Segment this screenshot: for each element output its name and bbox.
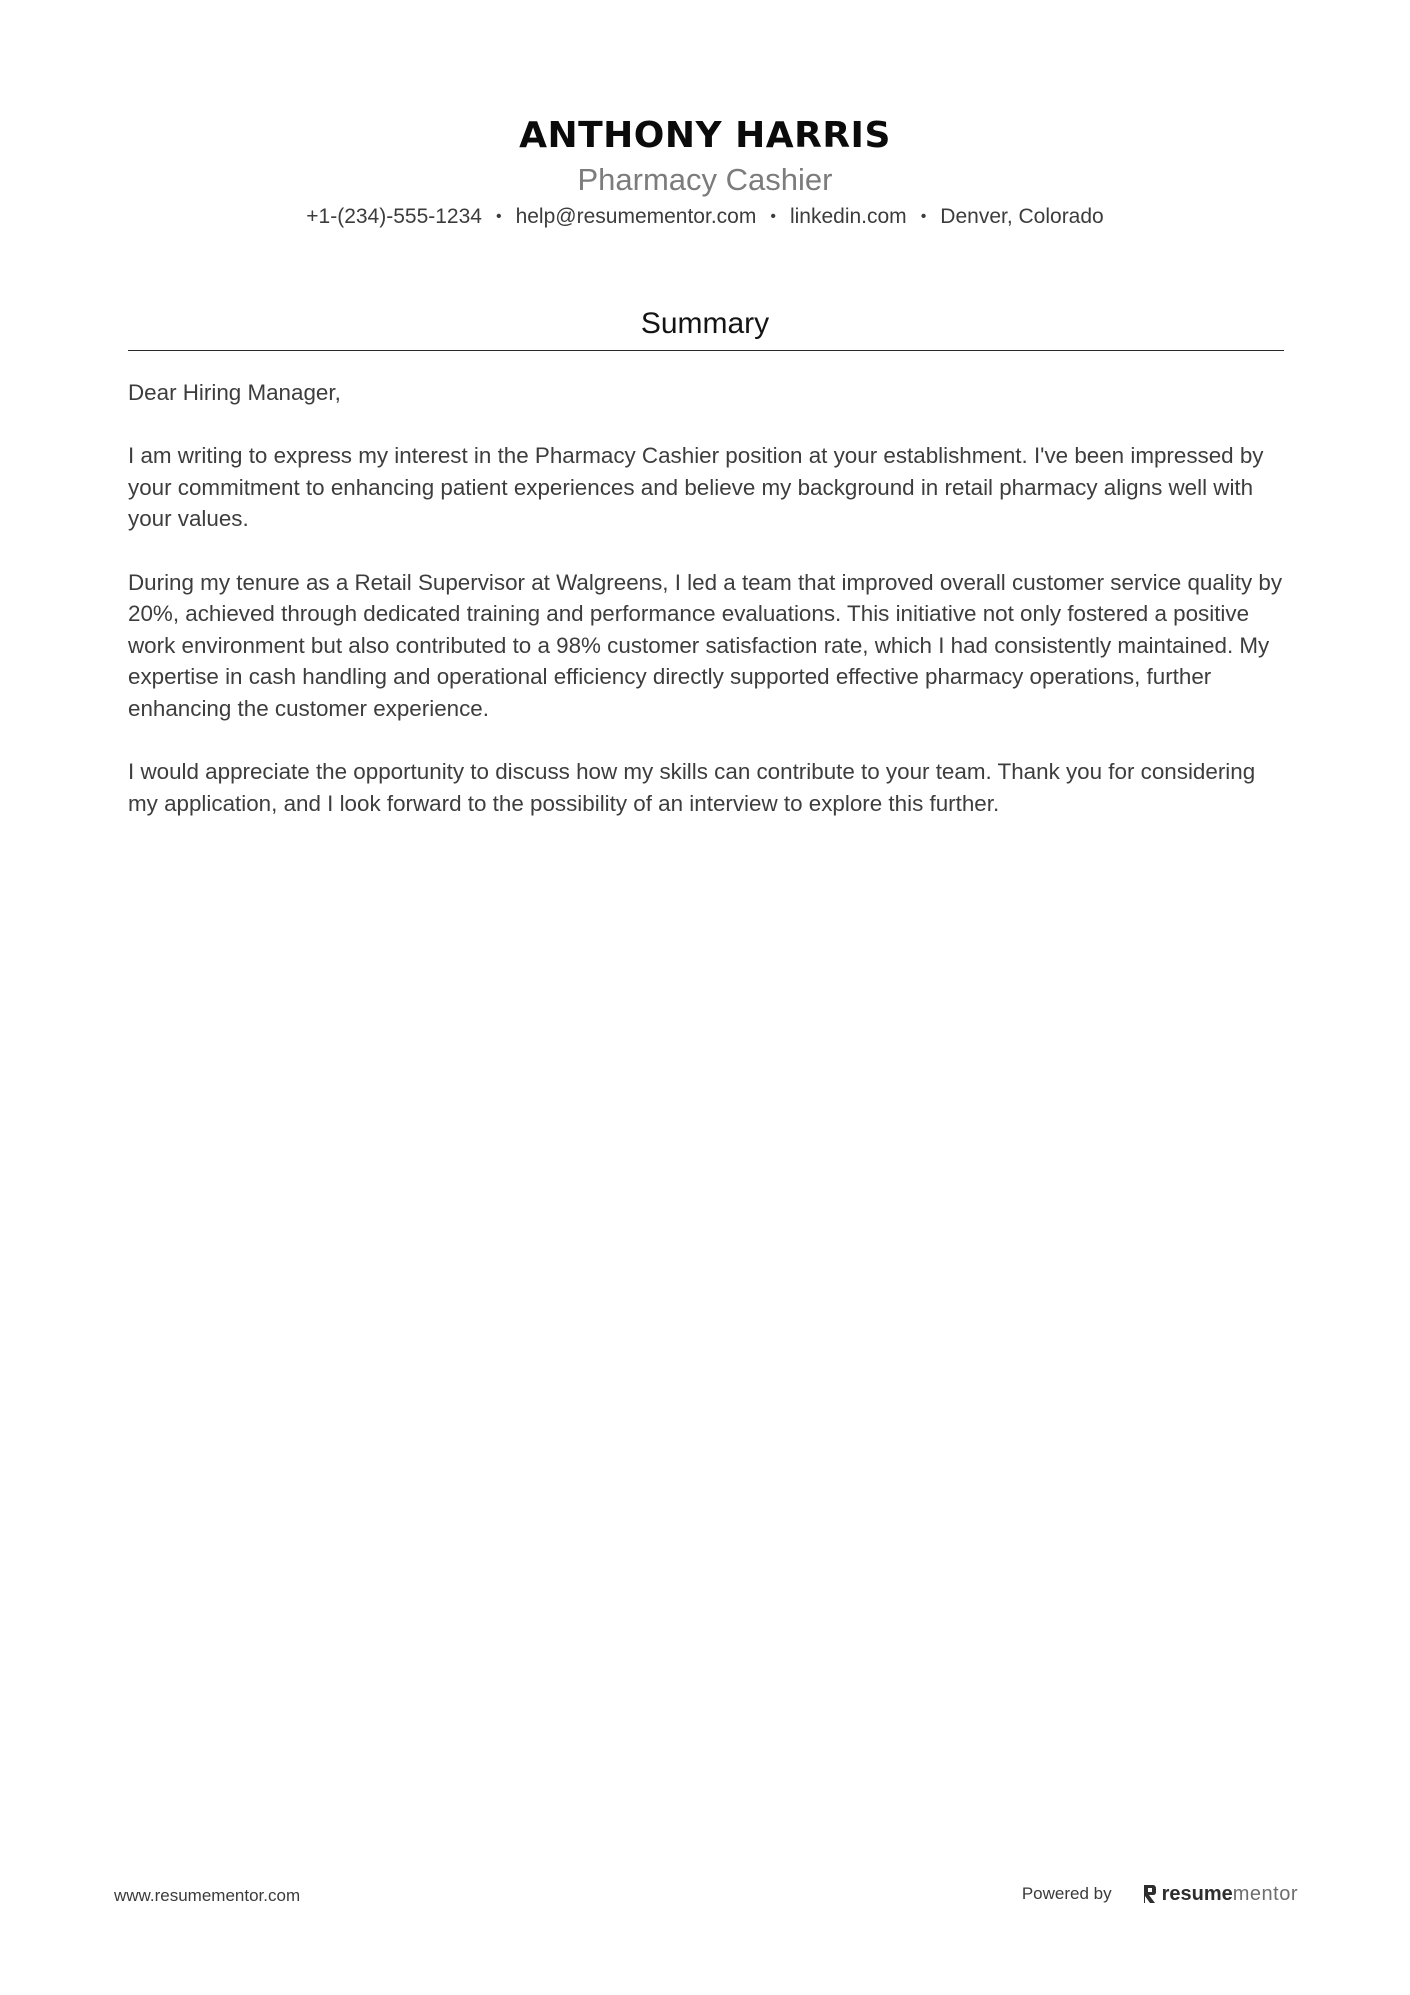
powered-by-label: Powered by bbox=[1021, 1884, 1112, 1903]
letter-greeting: Dear Hiring Manager, bbox=[128, 380, 341, 405]
candidate-job-title: Pharmacy Cashier bbox=[577, 162, 833, 197]
contact-separator: • bbox=[495, 208, 502, 225]
letter-paragraph: During my tenure as a Retail Supervisor at Walgreens, I led a team that improved overall customer service quality by 20%, achieved through dedicated training and performance evaluations. This initiative not only fostered a positive work environment but also contributed to a 98% customer satisfaction rate, which I had consistently maintained. My expertise in cash handling and operational efficiency directly supported effective pharmacy operations, further enhancing the customer experience. bbox=[128, 569, 1283, 721]
letter-paragraph: I am writing to express my interest in the Pharmacy Cashier position at your establishment. I've been impressed by your commitment to enhancing patient experiences and believe my background in retail pharmacy aligns well with your values. bbox=[128, 443, 1264, 532]
brand-name-light: mentor bbox=[1232, 1883, 1298, 1905]
resumementor-brand[interactable] bbox=[1142, 1882, 1298, 1906]
contact-separator: • bbox=[770, 208, 776, 225]
contact-location: Denver, Colorado bbox=[940, 205, 1104, 228]
contact-website[interactable]: linkedin.com bbox=[789, 205, 907, 228]
contact-email[interactable]: help@resumementor.com bbox=[515, 205, 757, 228]
contact-separator: • bbox=[920, 208, 927, 225]
letter-header bbox=[0, 112, 1410, 232]
contact-phone: +1-(234)-555-1234 bbox=[306, 205, 482, 228]
brand-name-bold: resume bbox=[1161, 1883, 1233, 1905]
letter-paragraph: I would appreciate the opportunity to discuss how my skills can contribute to your team. Thank you for considering my application, and I look forward to the possibility of an interview to explore this further. bbox=[128, 759, 1256, 816]
letter-body bbox=[128, 377, 1288, 851]
resumementor-logo-icon bbox=[1142, 1883, 1158, 1905]
section-divider bbox=[128, 350, 1284, 351]
section-title-summary: Summary bbox=[640, 307, 770, 340]
candidate-name: ANTHONY HARRIS bbox=[519, 115, 891, 156]
footer-powered-by bbox=[1022, 1880, 1298, 1908]
footer-website[interactable]: www.resumementor.com bbox=[114, 1886, 301, 1905]
contact-line bbox=[0, 202, 1410, 232]
